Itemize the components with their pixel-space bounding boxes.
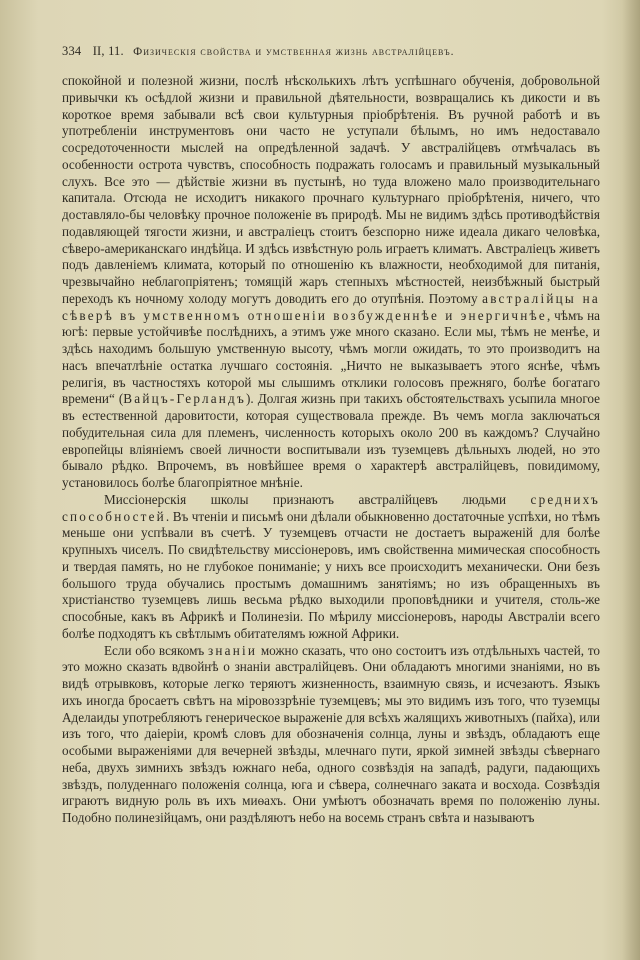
text-run: ). Долгая жизнь при такихъ обстоятельствахъ усыпила многое въ естественной даровитости, которая существовала прежде. Въ чемъ могла заключаться побудительная сила для племенъ, численность которыхъ около 200 въ каждомъ? Случайно европейцы вліяніемъ своей личности воспитывали изъ туземцевъ дѣльныхъ людей, но это бывало рѣдко. Впрочемъ, въ новѣйшее время о характерѣ австралійцевъ, повидимому, установилось болѣе благопріятное мнѣніе.: [62, 391, 601, 490]
text-run: . Въ чтеніи и письмѣ они дѣлали обыкновенно достаточные успѣхи, но тѣмъ меньше они успѣвали въ счетѣ. У туземцевъ отчасти не достаетъ выраженій для болѣе крупныхъ чиселъ. По свидѣтельству миссіонеровъ, имъ свойственна мимическая способность и твердая память, но не глубокое пониманіе; у нихъ все происходитъ механически. Они безъ большого труда обучались простымъ домашнимъ занятіямъ; но изъ обращенныхъ въ христіанство туземцевъ лишь весьма рѣдко выходили проповѣдники и учителя, столь-же способные, какъ въ Африкѣ и Полинезіи. По мѣрилу миссіонеровъ, народы Австраліи всего болѣе подходятъ къ свѣтлымъ обитателямъ южной Африки.: [62, 508, 600, 641]
running-title: Физическія свойства и умственная жизнь австралійцевъ.: [133, 46, 455, 58]
spaced-text-run: знаніи: [207, 642, 258, 658]
text-run: можно сказать, что оно состоитъ изъ отдѣльныхъ частей, то это можно сказать вдвойнѣ о знаніи австралійцевъ. Они обладаютъ многими знаніями, но въ видѣ отрывковъ, которые легко теряютъ жизненность, взаимную связь, и исчезаютъ. Языкъ ихъ иногда бросаетъ свѣтъ на міровоззрѣніе туземцевъ; мы это видимъ изъ того, что туземцы Аделаиды употребляютъ генерическое выраженіе для всѣхъ жалящихъ животныхъ (пайха), или изъ того, что даіеріи, кромѣ словъ для обозначенія солнца, луны и звѣздъ, обладаютъ еще особыми выраженіями для вечерней звѣзды, млечнаго пути, яркой зимней звѣзды сѣвернаго неба, двухъ зимнихъ звѣздъ южнаго неба, одного созвѣздія на западѣ, радуги, падающихъ звѣздъ, полуденнаго положенія солнца, юга и сѣвера, солнечнаго заката и восхода. Созвѣздія играютъ видную роль въ ихъ миѳахъ. Они умѣютъ обозначать время по положенію луны. Подобно полинезійцамъ, они раздѣляютъ небо на восемь странъ свѣта и называютъ: [62, 642, 600, 825]
text-run: Если обо всякомъ: [104, 642, 208, 658]
text-run: , чѣмъ на югѣ: первые устойчивѣе послѣднихъ, а этимъ уже много сказано. Если мы, тѣмъ не менѣе, и здѣсь находимъ большую умственную высоту, чѣмъ могли ожидать, то это производитъ на насъ впечатлѣніе остатка лучшаго состоянія. „Ничто не выказываетъ этого яснѣе, чѣмъ религія, въ частностяхъ которой мы слышимъ отклики голосовъ прежняго, болѣе богатаго времени“ (: [62, 307, 600, 407]
text-run: Миссіонерскія школы признаютъ австралійцевъ людьми: [104, 491, 531, 507]
body-text: [62, 73, 600, 827]
paragraph-1: [62, 73, 600, 492]
author-citation: Вайцъ-Герландъ: [123, 391, 246, 407]
paragraph-2: [62, 492, 600, 643]
section-number: II, 11.: [92, 44, 124, 58]
text-run: спокойной и полезной жизни, послѣ нѣсколькихъ лѣтъ успѣшнаго обученія, добровольной привычки къ осѣдлой жизни и правильной дѣятельности, возвращались къ дикости и въ короткое время забывали всѣ свои культурныя пріобрѣтенія. Въ ручной работѣ и въ употребленіи инструментовъ они часто не уступали бѣлымъ, но имъ недоставало сосредоточенности мыслей на опредѣленной задачѣ. У австралійцевъ отмѣчалась въ особенности острота чувствъ, способность подражать голосамъ и правильный музыкальный слухъ. Все это — дѣйствіе жизни въ пустынѣ, но туда вложено мало производительнаго капитала. Отсюда не исходитъ никакого прочнаго культурнаго пріобрѣтенія, ничего, что доставляло-бы человѣку прочное положеніе въ природѣ. Мы не видимъ здѣсь противодѣйствія подавляющей тягости жизни, и австраліецъ стоитъ безспорно ниже идеала дикаго человѣка, сѣверо-американскаго индѣйца. И здѣсь извѣстную роль играетъ климатъ. Австраліецъ живетъ подъ давленіемъ климата, который по отношенію къ влажности, необходимой для питанія, чрезвычайно неблагопріятенъ; томящій жаръ степныхъ мѣстностей, неизбѣжный быстрый переходъ къ ночному холоду могутъ доводить его до отупѣнія. Поэтому: [62, 73, 600, 306]
page-edge-shadow: [622, 0, 640, 960]
spaced-text-run: австралійцы на сѣверѣ въ умственномъ отношеніи возбужденнѣе и энергичнѣе: [62, 290, 600, 323]
running-head: [62, 44, 582, 62]
paragraph-3: [62, 643, 600, 827]
spaced-text-run: среднихъ способностей: [62, 491, 600, 524]
page-number: 334: [62, 44, 82, 58]
